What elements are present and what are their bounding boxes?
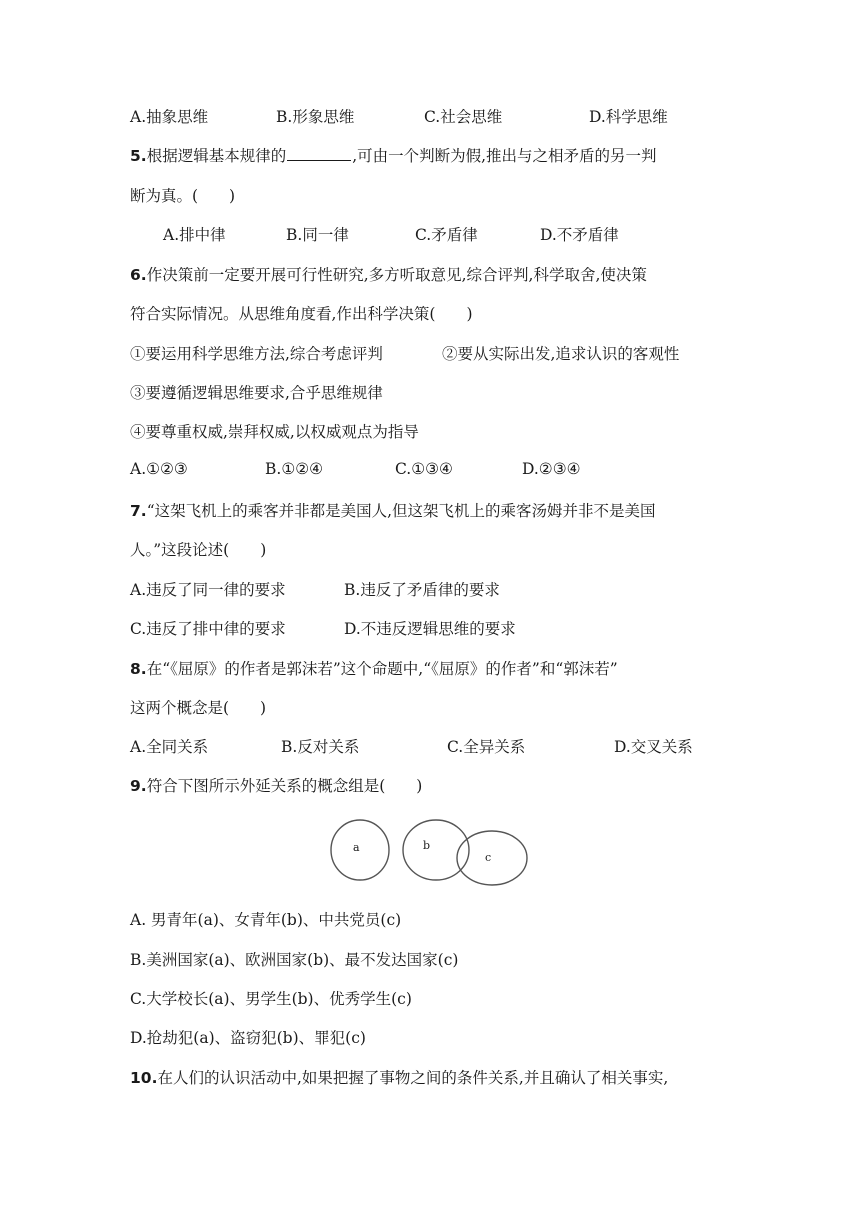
q5-option-a: A.排中律 — [163, 226, 226, 244]
q9-number: 9. — [130, 777, 147, 795]
q7-option-d: D.不违反逻辑思维的要求 — [344, 620, 516, 638]
q9-option-b: B.美洲国家(a)、欧洲国家(b)、最不发达国家(c) — [130, 951, 459, 969]
q6-option-a: A.①②③ — [130, 460, 188, 478]
q7-option-c: C.违反了排中律的要求 — [130, 620, 286, 638]
q6-statement-1: ①要运用科学思维方法,综合考虑评判 — [130, 345, 383, 363]
q5-option-d: D.不矛盾律 — [540, 226, 619, 244]
q9-option-d: D.抢劫犯(a)、盗窃犯(b)、罪犯(c) — [130, 1029, 366, 1047]
q9-option-c: C.大学校长(a)、男学生(b)、优秀学生(c) — [130, 990, 412, 1008]
q7-text-line1: “这架飞机上的乘客并非都是美国人,但这架飞机上的乘客汤姆并非不是美国 — [146, 502, 656, 520]
q8-line2: 这两个概念是( ) — [130, 699, 267, 717]
q10-number: 10. — [130, 1069, 158, 1087]
q7-line1 — [130, 499, 656, 521]
q5-text-before-blank: 根据逻辑基本规律的 — [146, 147, 287, 165]
q6-option-c: C.①③④ — [395, 460, 453, 478]
q7-line2: 人。”这段论述( ) — [130, 541, 267, 559]
q9-option-a: A. 男青年(a)、女青年(b)、中共党员(c) — [130, 911, 402, 929]
q6-line1 — [130, 263, 647, 285]
label-c: c — [485, 851, 492, 864]
q8-line1 — [130, 657, 618, 679]
label-a: a — [353, 841, 360, 854]
q8-number: 8. — [130, 660, 147, 678]
q4-option-b: B.形象思维 — [276, 108, 355, 126]
q10-text-line1: 在人们的认识活动中,如果把握了事物之间的条件关系,并且确认了相关事实, — [157, 1069, 669, 1087]
q6-option-d: D.②③④ — [522, 460, 581, 478]
q8-option-d: D.交叉关系 — [614, 738, 693, 756]
q6-number: 6. — [130, 266, 147, 284]
q8-text-line1: 在“《屈原》的作者是郭沫若”这个命题中,“《屈原》的作者”和“郭沫若” — [146, 660, 618, 678]
q7-option-b: B.违反了矛盾律的要求 — [344, 581, 500, 599]
q6-option-b: B.①②④ — [265, 460, 324, 478]
q5-option-c: C.矛盾律 — [415, 226, 478, 244]
label-b: b — [423, 839, 431, 852]
q5-number: 5. — [130, 147, 147, 165]
q8-option-c: C.全异关系 — [447, 738, 526, 756]
q6-text-line1: 作决策前一定要开展可行性研究,多方听取意见,综合评判,科学取舍,使决策 — [146, 266, 647, 284]
q10-line1 — [130, 1066, 668, 1088]
q7-number: 7. — [130, 502, 147, 520]
q6-statement-4: ④要尊重权威,崇拜权威,以权威观点为指导 — [130, 423, 419, 441]
q6-statement-2: ②要从实际出发,追求认识的客观性 — [442, 345, 680, 363]
q6-statement-3: ③要遵循逻辑思维要求,合乎思维规律 — [130, 384, 383, 402]
q9-line1 — [130, 774, 422, 796]
q4-option-a: A.抽象思维 — [130, 108, 209, 126]
q5-option-b: B.同一律 — [286, 226, 349, 244]
circle-a — [331, 820, 389, 880]
q6-line2: 符合实际情况。从思维角度看,作出科学决策( ) — [130, 305, 473, 323]
q9-text-line1: 符合下图所示外延关系的概念组是( ) — [146, 777, 423, 795]
q4-option-c: C.社会思维 — [424, 108, 503, 126]
q5-blank — [287, 146, 351, 161]
q5-line1 — [130, 144, 657, 166]
q5-text-after-blank: ,可由一个判断为假,推出与之相矛盾的另一判 — [352, 147, 657, 165]
q8-option-a: A.全同关系 — [130, 738, 209, 756]
q7-option-a: A.违反了同一律的要求 — [130, 581, 286, 599]
q4-option-d: D.科学思维 — [589, 108, 668, 126]
q5-line2: 断为真。( ) — [130, 187, 236, 205]
q8-option-b: B.反对关系 — [281, 738, 360, 756]
venn-diagram — [320, 818, 540, 890]
